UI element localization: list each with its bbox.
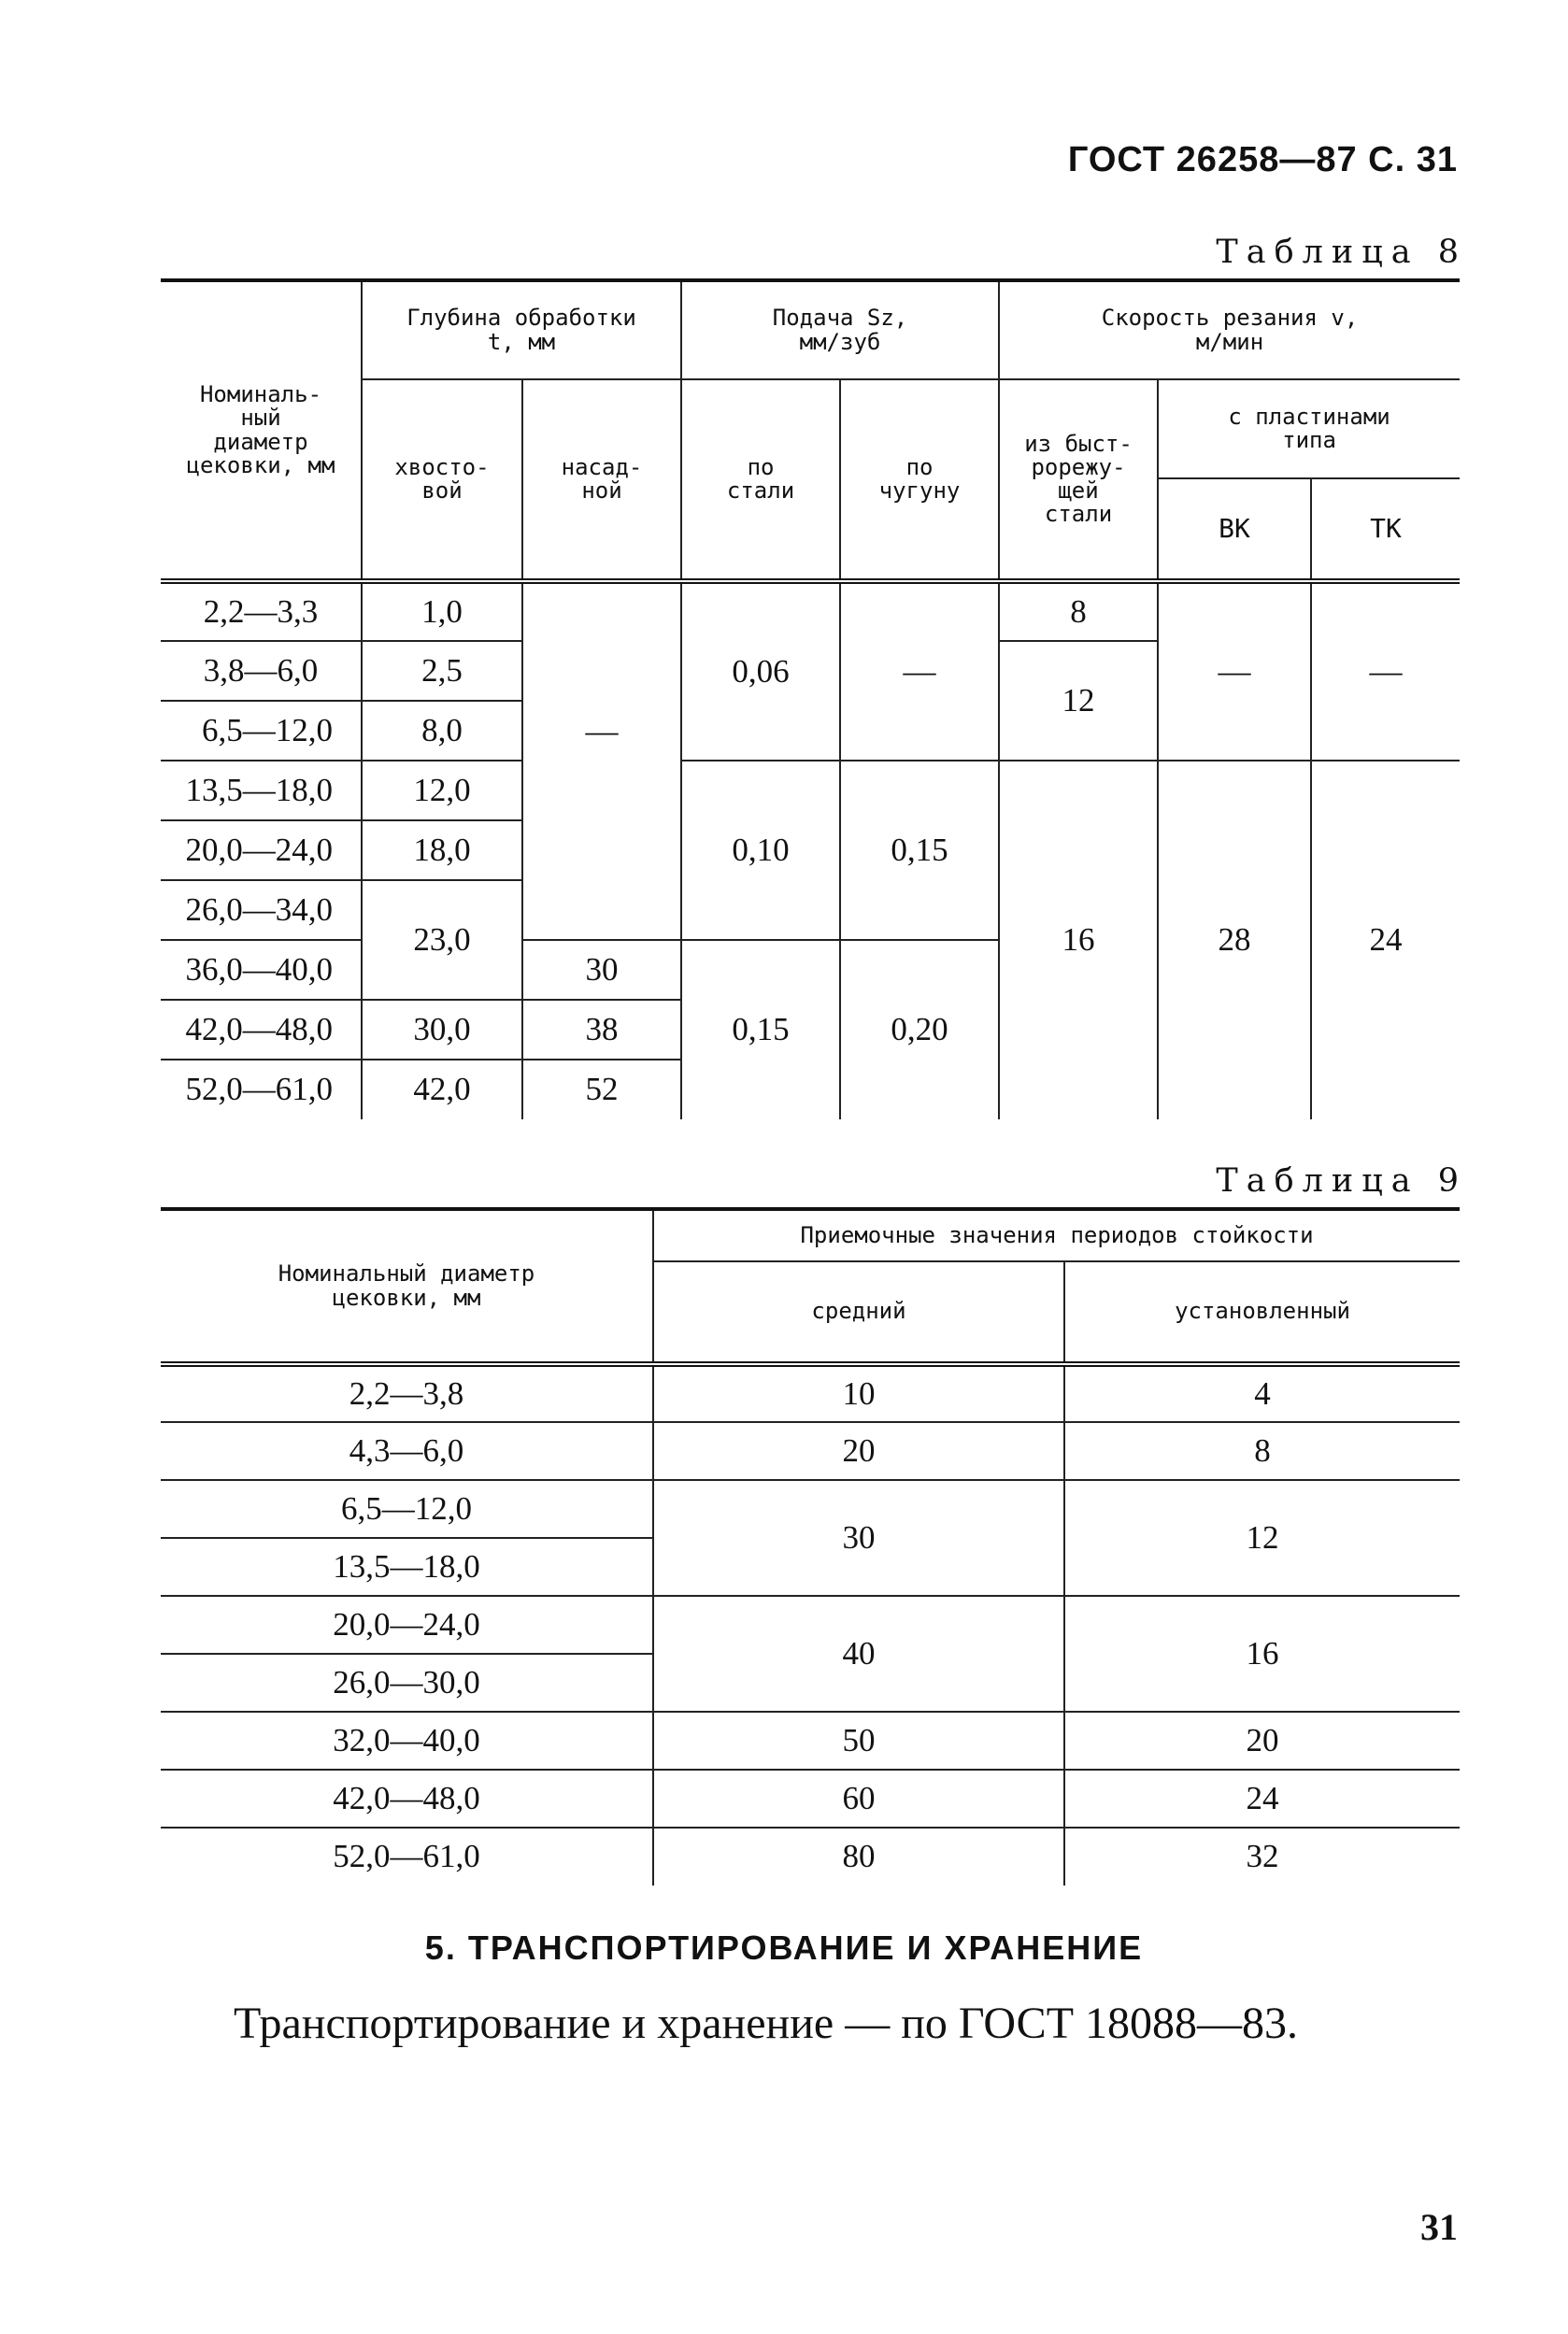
t8-cell-depth-mounted: 30 [522,940,681,1000]
t8-cell-feed-iron: 0,15 [840,761,999,940]
t8-cell-depth-shank: 1,0 [362,581,522,641]
t9-header-diameter: Номинальный диаметр цековки, мм [161,1209,653,1364]
t8-header-speed: Скорость резания v, м/мин [999,280,1460,379]
table-8 [161,278,1460,1119]
t9-cell-diameter: 20,0—24,0 [161,1596,653,1654]
t8-cell-speed-vk: — [1158,581,1311,761]
t8-cell-speed-hss: 16 [999,761,1158,1119]
t8-cell-depth-shank: 18,0 [362,820,522,880]
t8-cell-depth-shank: 23,0 [362,880,522,1000]
t8-cell-feed-steel: 0,10 [681,761,840,940]
t8-header-depth: Глубина обработки t, мм [362,280,681,379]
t9-cell-mean: 60 [653,1770,1064,1828]
t8-header-feed: Подача Sz, мм/зуб [681,280,999,379]
t9-cell-set: 20 [1064,1712,1460,1770]
t8-header-feed-steel: по стали [681,379,840,581]
t8-header-tk: ТК [1311,478,1460,581]
t9-cell-diameter: 26,0—30,0 [161,1654,653,1712]
section-heading: 5. ТРАНСПОРТИРОВАНИЕ И ХРАНЕНИЕ [424,1928,1144,1967]
t9-cell-mean: 10 [653,1364,1064,1422]
t8-header-depth-mounted: насад- ной [522,379,681,581]
t9-cell-mean: 80 [653,1828,1064,1886]
t8-cell-diameter: 13,5—18,0 [161,761,362,820]
t9-cell-mean: 50 [653,1712,1064,1770]
t8-cell-feed-steel: 0,06 [681,581,840,761]
t8-cell-depth-shank: 2,5 [362,641,522,701]
t9-cell-diameter: 52,0—61,0 [333,1838,480,1875]
t8-cell-diameter: 36,0—40,0 [161,940,362,1000]
t9-cell-diameter: 13,5—18,0 [161,1538,653,1596]
t8-cell-diameter: 20,0—24,0 [161,820,362,880]
t9-cell-mean: 30 [653,1480,1064,1596]
t8-cell-feed-iron: 0,20 [840,940,999,1119]
t8-cell-speed-hss: 12 [999,641,1158,761]
t9-row [161,1828,1460,1886]
t9-cell-set: 16 [1064,1596,1460,1712]
t8-cell-mounted-dash: — [522,581,681,880]
t8-cell-diameter: 2,2—3,3 [161,581,362,641]
t9-cell-set: 8 [1064,1422,1460,1480]
t8-cell-diameter: 26,0—34,0 [161,880,362,940]
t8-cell-depth-shank: 42,0 [362,1060,522,1119]
t8-row [161,761,1460,820]
t8-cell-feed-steel: 0,15 [681,940,840,1119]
t9-cell-mean: 20 [653,1422,1064,1480]
page-number: 31 [1420,2206,1458,2248]
t8-header-speed-plates: с пластинами типа [1158,379,1460,478]
t9-row [161,1770,1460,1828]
t8-cell-speed-tk: 24 [1311,761,1460,1119]
table-8-caption: Таблица 8 [1216,234,1467,271]
t9-header-periods: Приемочные значения периодов стойкости [653,1209,1460,1261]
t9-cell-set: 32 [1064,1828,1460,1886]
t8-header-diameter: Номиналь- ный диаметр цековки, мм [161,280,362,581]
t9-cell-diameter: 4,3—6,0 [161,1422,653,1480]
table-9 [161,1207,1460,1886]
t9-row [161,1596,1460,1654]
page-header: ГОСТ 26258—87 С. 31 [1067,140,1458,179]
t9-cell-diameter: 6,5—12,0 [161,1480,653,1538]
t8-header-feed-iron: по чугуну [840,379,999,581]
t9-cell-set: 4 [1064,1364,1460,1422]
t8-cell-depth-mounted: 38 [522,1000,681,1060]
t9-row [161,1712,1460,1770]
t9-cell-diameter: 2,2—3,8 [161,1364,653,1422]
section-body-text: Транспортирование и хранение — по ГОСТ 18088—83. [234,1999,1299,2048]
t8-cell-speed-vk: 28 [1158,761,1311,1119]
t8-cell-depth-mounted: 52 [522,1060,681,1119]
t9-row [161,1480,1460,1538]
t8-header-vk: ВК [1158,478,1311,581]
t8-cell-speed-tk: — [1311,581,1460,761]
t8-header-speed-hss: из быст- рорежу- щей стали [999,379,1158,581]
t8-cell-diameter: 42,0—48,0 [161,1000,362,1060]
t8-cell-feed-iron: — [840,581,999,761]
t9-header-set: установленный [1064,1261,1460,1364]
t8-cell-empty [522,880,681,940]
t9-header-mean: средний [653,1261,1064,1364]
t9-cell-diameter: 42,0—48,0 [161,1770,653,1828]
t8-cell-speed-hss: 8 [999,581,1158,641]
t8-cell-depth-shank: 8,0 [362,701,522,761]
t9-row [161,1422,1460,1480]
table-9-caption: Таблица 9 [1216,1162,1467,1200]
t8-row [161,581,1460,641]
t8-cell-depth-shank: 30,0 [362,1000,522,1060]
t8-cell-diameter: 52,0—61,0 [185,1071,333,1108]
t9-cell-diameter: 32,0—40,0 [161,1712,653,1770]
t8-cell-diameter: 6,5—12,0 [161,701,362,761]
t9-cell-mean: 40 [653,1596,1064,1712]
t9-cell-set: 12 [1064,1480,1460,1596]
t9-row [161,1364,1460,1422]
t8-header-depth-shank: хвосто- вой [362,379,522,581]
t8-cell-depth-shank: 12,0 [362,761,522,820]
t9-cell-set: 24 [1064,1770,1460,1828]
t8-cell-diameter: 3,8—6,0 [161,641,362,701]
